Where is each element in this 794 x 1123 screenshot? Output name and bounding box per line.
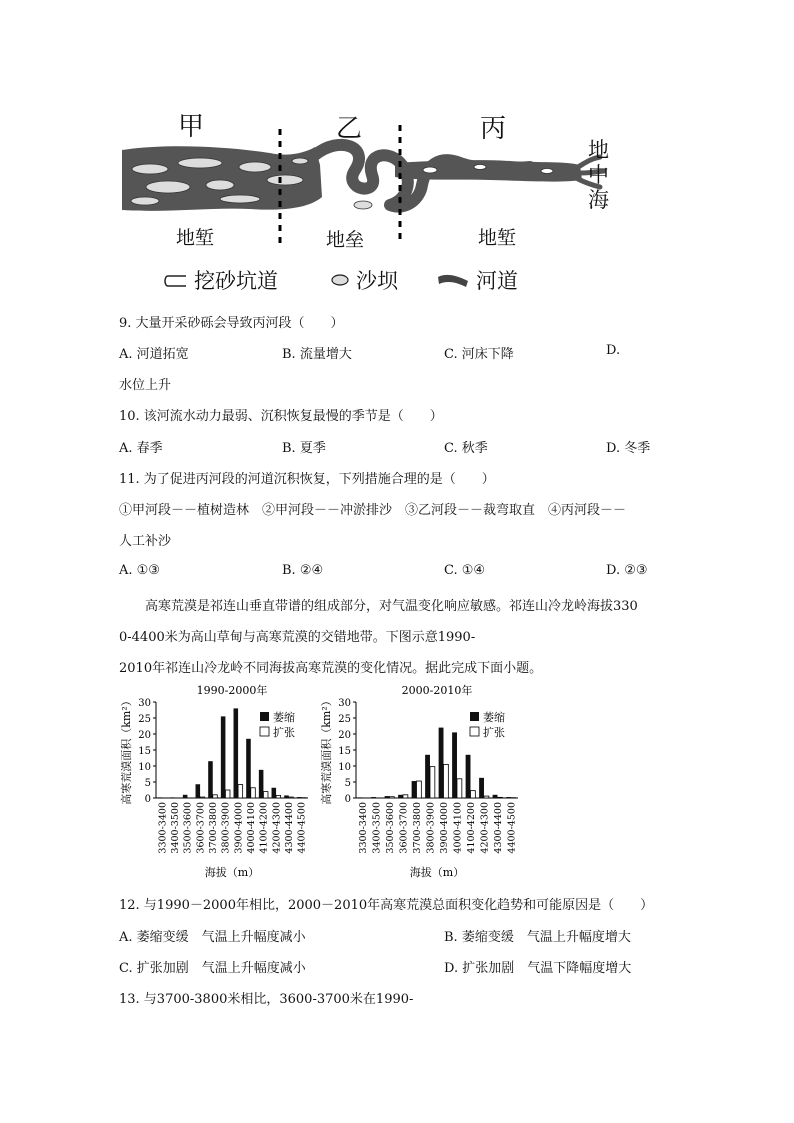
x-tick-label: 3400-3500: [371, 802, 383, 854]
bar-expand: [289, 797, 294, 798]
x-tick-label: 4300-4400: [492, 802, 504, 854]
x-tick-label: 3900-4000: [233, 802, 245, 854]
sand-bar: [239, 162, 271, 172]
legend-expand: 扩张: [483, 726, 505, 739]
bar-expand: [470, 791, 475, 798]
zone-graben-right: 地堑: [478, 227, 517, 249]
bar-shrink: [272, 788, 277, 798]
sand-bar: [131, 197, 159, 205]
bar-shrink: [196, 784, 201, 798]
x-axis-label: 海拔（m）: [204, 866, 260, 879]
x-tick-label: 3300-3400: [357, 802, 369, 854]
sand-bar: [267, 175, 303, 185]
bar-expand: [457, 779, 462, 798]
q11-items: ①甲河段－－植树造林 ②甲河段－－冲淤排沙 ③乙河段－－裁弯取直 ④丙河段－－: [119, 503, 627, 518]
q9-option-a[interactable]: A. 河道拓宽: [119, 347, 189, 362]
legend-swatch-shrink: [470, 712, 479, 721]
y-tick-label: 5: [144, 778, 151, 789]
x-tick-label: 4400-4500: [506, 802, 518, 854]
sand-bar: [220, 195, 260, 203]
x-tick-label: 4100-4200: [465, 802, 477, 854]
y-tick-label: 20: [338, 730, 351, 741]
sand-bar: [206, 180, 234, 190]
bar-shrink: [493, 795, 498, 798]
q10-option-c[interactable]: C. 秋季: [444, 441, 488, 456]
bar-shrink: [398, 795, 403, 798]
q12-option-d[interactable]: D. 扩张加剧 气温下降幅度增大: [444, 961, 632, 976]
q12-option-b[interactable]: B. 萎缩变缓 气温上升幅度增大: [444, 930, 631, 945]
legend-swatch-expand: [470, 727, 479, 736]
bar-shrink: [452, 732, 457, 798]
q9-option-b[interactable]: B. 流量增大: [282, 347, 352, 362]
y-tick-label: 25: [138, 714, 151, 725]
bar-shrink: [221, 716, 226, 798]
legend-sand-bar: 沙坝: [356, 269, 398, 293]
x-axis-label: 海拔（m）: [409, 866, 465, 879]
bar-shrink: [358, 797, 363, 798]
question-10: 10. 该河流水动力最弱、沉积恢复最慢的季节是（ ）: [119, 409, 443, 424]
bar-shrink: [479, 778, 484, 798]
pit-channel: [541, 169, 553, 174]
legend-swatch-shrink: [260, 712, 269, 721]
bar-shrink: [259, 770, 264, 798]
bar-expand: [443, 764, 448, 798]
q9-option-d[interactable]: D.: [606, 343, 621, 358]
x-tick-label: 4200-4300: [271, 802, 283, 854]
legend-expand: 扩张: [273, 726, 295, 739]
sand-bar-legend-icon: [330, 273, 350, 287]
sand-bar: [292, 158, 308, 164]
bar-expand: [484, 796, 489, 798]
y-axis-label: 高寒荒漠面积（km²）: [120, 695, 133, 805]
bar-shrink: [284, 795, 289, 798]
bar-shrink: [371, 797, 376, 798]
bar-expand: [200, 797, 205, 798]
chart-title: 2000-2010年: [401, 684, 473, 697]
y-tick-label: 10: [138, 762, 151, 773]
bar-expand: [213, 795, 218, 798]
q12-option-a[interactable]: A. 萎缩变缓 气温上升幅度减小: [119, 930, 306, 945]
sea-char: 中: [588, 163, 609, 187]
question-11: 11. 为了促进丙河段的河道沉积恢复，下列措施合理的是（ ）: [119, 472, 495, 487]
sea-label: [588, 138, 609, 213]
x-tick-label: 3500-3600: [182, 802, 194, 854]
passage-line: 2010年祁连山冷龙岭不同海拔高寒荒漠的变化情况。据此完成下面小题。: [119, 661, 543, 676]
x-tick-label: 3500-3600: [384, 802, 396, 854]
bar-expand: [251, 788, 256, 798]
bar-shrink: [506, 797, 511, 798]
y-tick-label: 20: [138, 730, 151, 741]
x-tick-label: 3700-3800: [411, 802, 423, 854]
legend-swatch-expand: [260, 727, 269, 736]
bar-shrink: [425, 755, 430, 798]
question-9: 9. 大量开采砂砾会导致丙河段（ ）: [119, 316, 344, 331]
bar-shrink: [170, 797, 175, 798]
sea-char: 海: [588, 188, 609, 212]
bar-shrink: [297, 797, 302, 798]
q10-option-a[interactable]: A. 春季: [119, 441, 163, 456]
sand-bar: [132, 164, 168, 174]
bar-shrink: [208, 761, 213, 798]
x-tick-label: 4000-4100: [246, 802, 257, 854]
question-12: 12. 与1990－2000年相比，2000－2010年高寒荒漠总面积变化趋势和可能原因是（ ）: [119, 898, 654, 913]
bar-expand: [238, 785, 243, 798]
sand-bar: [178, 158, 222, 168]
x-tick-label: 4200-4300: [479, 802, 491, 854]
y-tick-label: 0: [344, 794, 351, 805]
q12-option-c[interactable]: C. 扩张加剧 气温上升幅度减小: [119, 961, 306, 976]
zone-horst: 地垒: [326, 229, 365, 251]
y-tick-label: 15: [338, 746, 351, 757]
x-tick-label: 4300-4400: [284, 802, 295, 854]
y-tick-label: 5: [344, 778, 351, 789]
q11-option-c[interactable]: C. ①④: [444, 563, 486, 578]
x-tick-label: 3900-4000: [438, 802, 450, 854]
bar-expand: [403, 795, 408, 798]
bar-shrink: [466, 755, 471, 798]
x-tick-label: 3700-3800: [208, 802, 219, 854]
y-tick-label: 25: [338, 714, 351, 725]
x-tick-label: 3300-3400: [157, 802, 169, 854]
q9-option-c[interactable]: C. 河床下降: [444, 347, 514, 362]
x-tick-label: 3800-3900: [220, 802, 232, 854]
y-tick-label: 10: [338, 762, 351, 773]
x-tick-label: 3400-3500: [170, 802, 181, 854]
x-tick-label: 4000-4100: [452, 802, 464, 854]
region-jia: 甲: [178, 112, 205, 142]
q11-option-b[interactable]: B. ②④: [282, 563, 324, 578]
region-yi: 乙: [336, 114, 363, 144]
bar-expand: [225, 790, 230, 798]
y-axis-label: 高寒荒漠面积（km²）: [320, 695, 333, 805]
bar-expand: [416, 781, 421, 798]
x-tick-label: 4100-4200: [258, 802, 270, 854]
chart-1990-2000: [118, 680, 318, 880]
bar-expand: [389, 797, 394, 798]
bar-shrink: [158, 797, 163, 798]
pit-channel: [423, 167, 437, 173]
x-tick-label: 3600-3700: [398, 802, 410, 854]
q10-option-d[interactable]: D. 冬季: [606, 441, 651, 456]
bar-shrink: [234, 708, 239, 798]
legend-river: 河道: [476, 269, 518, 293]
passage-line: 高寒荒漠是祁连山垂直带谱的组成部分，对气温变化响应敏感。祁连山冷龙岭海拔330: [119, 599, 638, 614]
zone-graben-left: 地堑: [176, 227, 215, 249]
bar-shrink: [439, 728, 444, 798]
bar-expand: [497, 797, 502, 798]
y-tick-label: 0: [144, 794, 151, 805]
passage-line: 0-4400米为高山草甸与高寒荒漠的交错地带。下图示意1990-: [119, 630, 476, 645]
bar-shrink: [385, 796, 390, 798]
region-bing: 丙: [480, 114, 507, 144]
q11-items-wrap: 人工补沙: [119, 534, 172, 549]
chart-2000-2010: [318, 680, 528, 880]
bar-expand: [430, 767, 435, 798]
sea-char: 地: [588, 138, 609, 162]
legend-pit-channel: 挖砂坑道: [194, 269, 278, 293]
legend-shrink: 萎缩: [483, 711, 505, 724]
bar-expand: [263, 792, 268, 798]
q10-option-b[interactable]: B. 夏季: [282, 441, 326, 456]
sand-bar: [146, 181, 190, 193]
question-13: 13. 与3700-3800米相比，3600-3700米在1990-: [119, 992, 414, 1007]
y-tick-label: 15: [138, 746, 151, 757]
chart-title: 1990-2000年: [196, 684, 268, 697]
figure-legend: [158, 265, 558, 297]
q9-option-d-text: 水位上升: [119, 378, 172, 393]
bar-shrink: [183, 795, 188, 798]
y-tick-label: 30: [338, 698, 351, 709]
x-tick-label: 3800-3900: [425, 802, 437, 854]
q11-option-a[interactable]: A. ①③: [119, 563, 160, 578]
river-legend-icon: [436, 271, 470, 289]
bar-expand: [276, 795, 281, 798]
sand-bar: [354, 201, 372, 209]
y-tick-label: 30: [138, 698, 151, 709]
q11-option-d[interactable]: D. ②③: [606, 563, 648, 578]
pit-channel: [474, 165, 486, 170]
pit-channel-legend-icon: [162, 274, 188, 288]
legend-shrink: 萎缩: [273, 711, 295, 724]
bar-shrink: [412, 781, 417, 798]
bar-shrink: [246, 739, 251, 798]
x-tick-label: 4400-4500: [296, 802, 308, 854]
x-tick-label: 3600-3700: [195, 802, 207, 854]
